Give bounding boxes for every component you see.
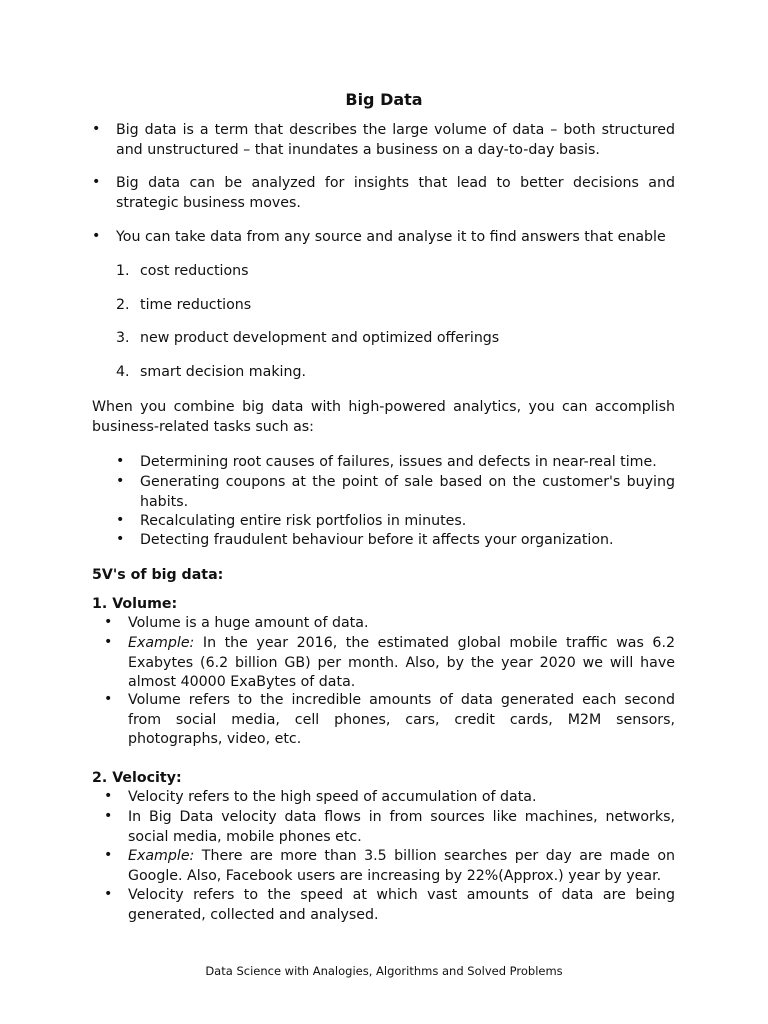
bullet-icon: •: [104, 847, 113, 863]
list-number: 2.: [116, 297, 130, 313]
bullet-icon: •: [116, 512, 125, 528]
task-item: Recalculating entire risk portfolios in minutes.: [140, 513, 467, 529]
bullet-icon: •: [104, 691, 113, 707]
bullet-icon: •: [104, 788, 113, 804]
bullet-icon: •: [116, 473, 125, 489]
intro-bullet-1: Big data is a term that describes the large volume of data – both structured and unstructured – that inundates a business on a day-to-day basis.: [116, 122, 675, 158]
bullet-icon: •: [104, 886, 113, 902]
intro-bullet-3: You can take data from any source and analyse it to find answers that enable: [116, 229, 666, 245]
bullet-icon: •: [92, 228, 101, 244]
volume-example-text: In the year 2016, the estimated global mobile traffic was 6.2 Exabytes (6.2 billion GB) per month. Also, by the year 2020 we will have almost 40000 ExaBytes of data.: [128, 635, 675, 690]
velocity-bullet-2: In Big Data velocity data flows in from sources like machines, networks, social media, mobile phones etc.: [128, 809, 675, 845]
list-item: new product development and optimized offerings: [140, 330, 500, 346]
bullet-icon: •: [116, 453, 125, 469]
list-number: 3.: [116, 330, 130, 346]
velocity-bullet-3: [128, 847, 675, 886]
velocity-bullet-4: Velocity refers to the speed at which vast amounts of data are being generated, collected and analysed.: [128, 887, 675, 923]
velocity-bullet-1: Velocity refers to the high speed of accumulation of data.: [128, 789, 537, 805]
page-footer: Data Science with Analogies, Algorithms and Solved Problems: [205, 964, 563, 978]
bullet-icon: •: [92, 121, 101, 137]
list-item: smart decision making.: [140, 364, 306, 380]
example-label: Example:: [128, 635, 195, 651]
list-number: 4.: [116, 364, 130, 380]
bullet-icon: •: [104, 634, 113, 650]
bullet-icon: •: [92, 174, 101, 190]
task-item: Determining root causes of failures, issues and defects in near-real time.: [140, 454, 657, 470]
task-item: Detecting fraudulent behaviour before it affects your organization.: [140, 532, 614, 548]
bullet-icon: •: [104, 808, 113, 824]
combine-text-pre: When you combine big data with high-powered: [92, 399, 454, 415]
page-title: Big Data: [345, 90, 423, 109]
combine-text-post: , you can accomplish business-related tasks such as:: [92, 399, 675, 435]
combine-paragraph: [92, 398, 675, 437]
list-item: cost reductions: [140, 263, 249, 279]
list-number: 1.: [116, 263, 130, 279]
intro-bullet-2: Big data can be analyzed for insights that lead to better decisions and strategic business moves.: [116, 175, 675, 211]
volume-bullet-2: [128, 634, 675, 693]
velocity-heading: 2. Velocity:: [92, 770, 182, 786]
volume-bullet-3: Volume refers to the incredible amounts of data generated each second from social media, cell phones, cars, credit cards, M2M sensors, photographs, video, etc.: [128, 692, 675, 747]
analytics-link[interactable]: analytics: [453, 399, 517, 415]
list-item: time reductions: [140, 297, 252, 313]
velocity-example-text: There are more than 3.5 billion searches per day are made on Google. Also, Facebook users are increasing by 22%(Approx.) year by year.: [128, 848, 675, 884]
fivev-heading: 5V's of big data:: [92, 567, 224, 583]
volume-bullet-1: Volume is a huge amount of data.: [128, 615, 369, 631]
volume-heading: 1. Volume:: [92, 596, 178, 612]
bullet-icon: •: [104, 614, 113, 630]
task-item: Generating coupons at the point of sale based on the customer's buying habits.: [140, 474, 675, 510]
bullet-icon: •: [116, 531, 125, 547]
example-label: Example:: [128, 848, 195, 864]
